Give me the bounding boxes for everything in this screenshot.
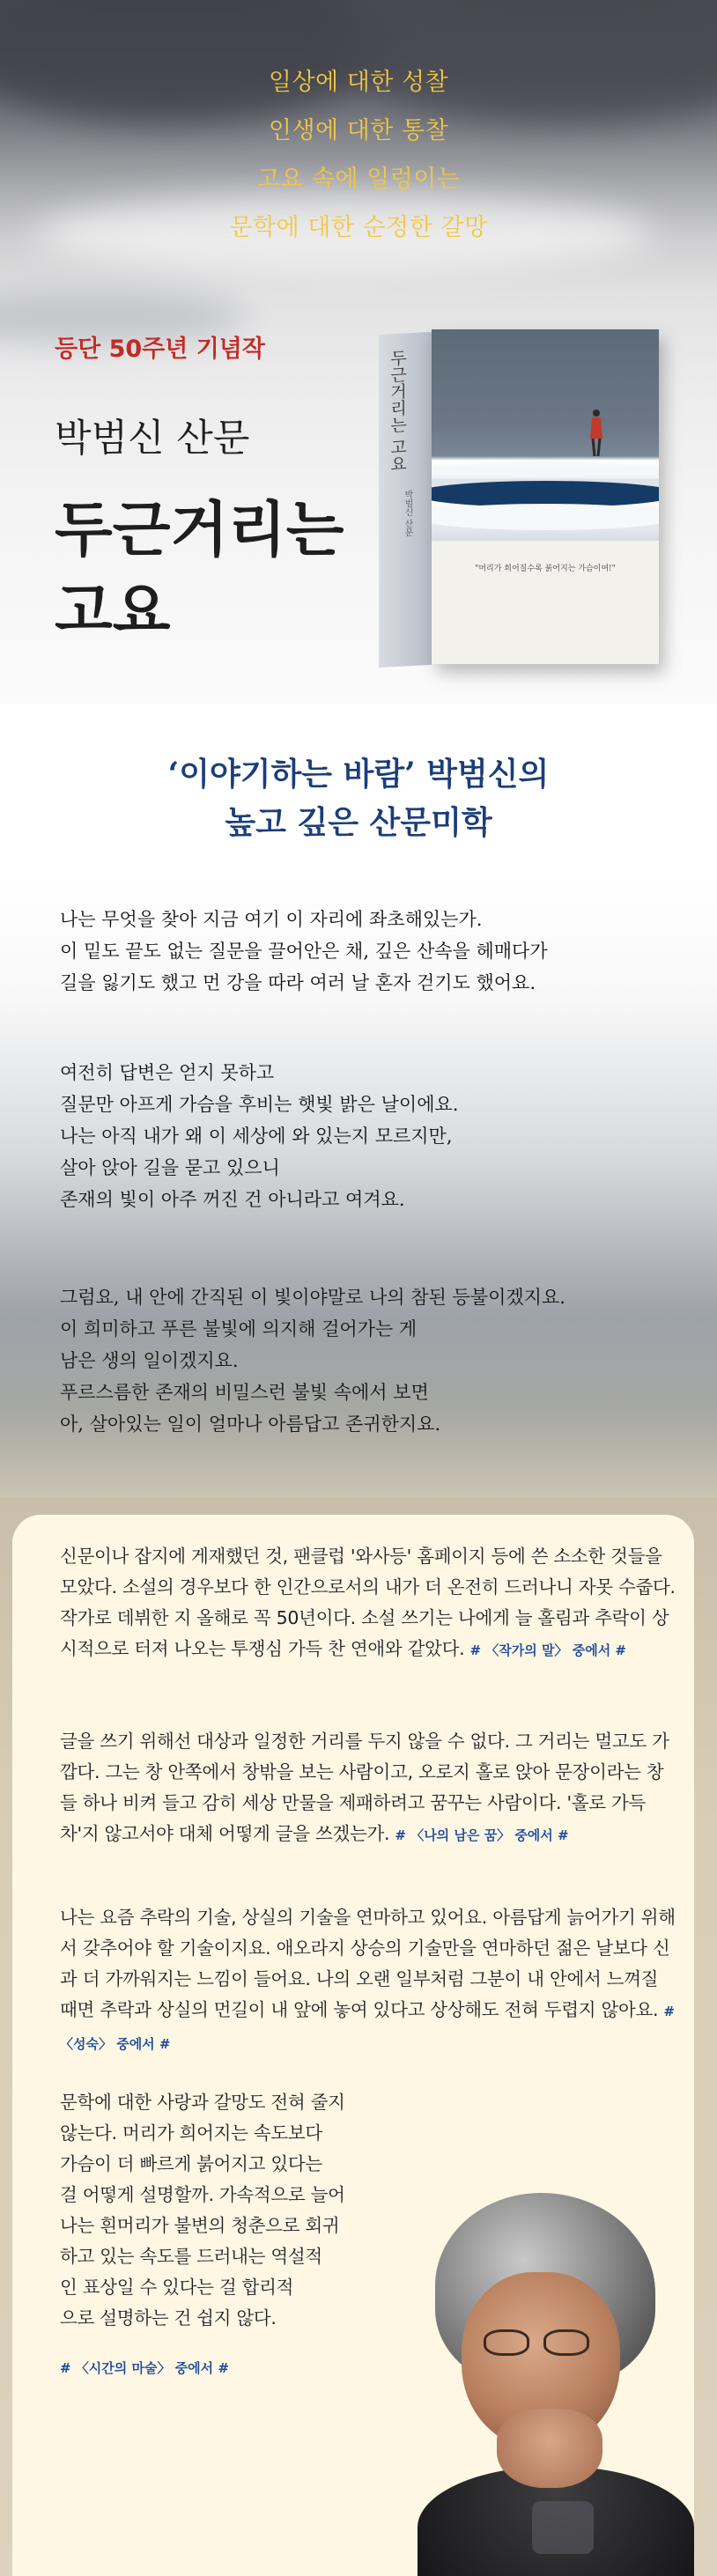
prose-line: 여전히 답변은 얻지 못하고 (60, 1062, 275, 1083)
glasses-icon (484, 2329, 529, 2356)
quote-source: # 〈나의 남은 꿈〉 중에서 # (395, 1827, 569, 1843)
quote-line: 인 표상일 수 있다는 걸 합리적 (60, 2277, 294, 2298)
cover-quote: "머리가 희어질수록 붉어지는 가슴이여!" (475, 565, 616, 573)
subheading-line: ‘이야기하는 바람’ 박범신의 (167, 756, 550, 793)
quote-text: 신문이나 잡지에 게재했던 것, 팬클럽 '와사등' 홈페이지 등에 쓴 소소한 것들을 모았다. 소설의 경우보다 한 인간으로서의 내가 더 온전히 드러나니 자못 수줍다. 작가로 데뷔한 지 올해로 꼭 50년이다. 소설 쓰기는 나에게 늘 홀림과 추락이 상시적으로 터져 나오는 투쟁심 가득 찬 연애와 같았다. (60, 1546, 676, 1659)
book-cover-image (379, 329, 671, 669)
quote-source: # 〈시간의 마술〉 중에서 # (60, 2360, 229, 2376)
prose-line: 푸르스름한 존재의 비밀스런 불빛 속에서 보면 (60, 1382, 429, 1403)
prose-line: 그럼요, 내 안에 간직된 이 빛이야말로 나의 참된 등불이겠지요. (60, 1287, 565, 1308)
prose-stanza (60, 1281, 565, 1440)
walking-figure-icon (588, 409, 604, 456)
portrait-hand (497, 2409, 602, 2488)
prose-section (0, 872, 717, 1506)
quote-line: 않는다. 머리가 희어지는 속도보다 (60, 2122, 322, 2144)
anniversary-label: 등단 50주년 기념작 (55, 336, 265, 363)
prose-stanza (60, 1057, 458, 1215)
author-essay-label: 박범신 산문 (55, 417, 250, 461)
book-cover-art (432, 329, 659, 541)
prose-stanza (60, 904, 548, 999)
quote-text: 나는 요즘 추락의 기술, 상실의 기술을 연마하고 있어요. 아름답게 늙어가기 위해서 갖추어야 할 기술이지요. 애오라지 상승의 기술만을 연마하던 젊은 날보다 신과 더 가까워지는 느낌이 들어요. 나의 오랜 일부처럼 그분이 내 안에서 느껴질 때면 추락과 상실의 먼길이 내 앞에 놓여 있다고 상상해도 전혀 두렵지 않아요. (60, 1907, 676, 2020)
quote-paragraph (60, 1902, 676, 2060)
prose-line: 존재의 빛이 아주 꺼진 건 아니라고 여겨요. (60, 1189, 405, 1210)
prose-line: 나는 아직 내가 왜 이 세상에 와 있는지 모르지만, (60, 1126, 453, 1147)
author-portrait-image (400, 2149, 694, 2576)
wave-shape (432, 504, 659, 530)
quote-paragraph (60, 1726, 676, 1851)
prose-line: 남은 생의 일이겠지요. (60, 1350, 239, 1371)
quote-source: # 〈성숙〉 중에서 # (60, 2004, 675, 2052)
prose-line: 이 희미하고 푸른 불빛에 의지해 걸어가는 게 (60, 1318, 418, 1340)
hero-headline (0, 58, 717, 252)
spine-author: 박범신 산문 (403, 490, 412, 537)
section-subheading (0, 750, 717, 847)
subheading-line: 높고 깊은 산문미학 (225, 804, 492, 841)
prose-line: 이 밑도 끝도 없는 질문을 끌어안은 채, 깊은 산속을 헤매다가 (60, 941, 548, 962)
spine-title: 두근거리는 고요 (388, 349, 407, 473)
headline-line: 인생에 대한 통찰 (268, 117, 449, 144)
quote-source: # 〈작가의 말〉 중에서 # (469, 1642, 626, 1658)
quote-line: 가슴이 더 빠르게 붉어지고 있다는 (60, 2153, 322, 2174)
quote-line: 하고 있는 속도를 드러내는 역설적 (60, 2246, 322, 2267)
book-title-line2: 고요 (55, 576, 171, 646)
prose-line: 길을 잃기도 했고 먼 강을 따라 여러 날 혼자 걷기도 했어요. (60, 972, 536, 993)
hero-banner (0, 0, 717, 705)
portrait-shirt-print (532, 2501, 594, 2554)
quote-box (12, 1515, 694, 2576)
headline-line: 고요 속에 일렁이는 (256, 166, 461, 193)
book-title-line1: 두근거리는 (55, 495, 344, 565)
book-spine (379, 332, 432, 668)
quote-paragraph (60, 2087, 412, 2334)
headline-line: 문학에 대한 순정한 갈망 (229, 214, 488, 241)
headline-line: 일상에 대한 성찰 (268, 69, 449, 96)
prose-line: 질문만 아프게 가슴을 후비는 햇빛 밝은 날이에요. (60, 1094, 459, 1115)
quote-line: 걸 어떻게 설명할까. 가속적으로 늘어 (60, 2184, 345, 2205)
quote-text: 글을 쓰기 위해선 대상과 일정한 거리를 두지 않을 수 없다. 그 거리는 멀고도 가깝다. 그는 창 안쪽에서 창밖을 보는 사람이고, 오로지 홀로 앉아 문장이라는 창들 하나 비켜 들고 감히 세상 만물을 제패하려고 꿈꾸는 사람이다. '홀로 가득 차'지 않고서야 대체 어떻게 글을 쓰겠는가. (60, 1731, 669, 1844)
glasses-icon (543, 2329, 589, 2356)
prose-line: 살아 앉아 길을 묻고 있으니 (60, 1157, 280, 1178)
book-cover-lower (432, 541, 659, 664)
quote-line: 문학에 대한 사랑과 갈망도 전혀 줄지 (60, 2092, 345, 2113)
prose-line: 나는 무엇을 찾아 지금 여기 이 자리에 좌초해있는가. (60, 909, 483, 930)
book-front-cover (432, 329, 659, 664)
quote-paragraph (60, 1541, 676, 1666)
quote-line: 나는 흰머리가 불변의 청춘으로 회귀 (60, 2215, 340, 2236)
prose-line: 아, 살아있는 일이 얼마나 아름답고 존귀한지요. (60, 1413, 441, 1435)
quote-line: 으로 설명하는 건 쉽지 않다. (60, 2307, 277, 2329)
